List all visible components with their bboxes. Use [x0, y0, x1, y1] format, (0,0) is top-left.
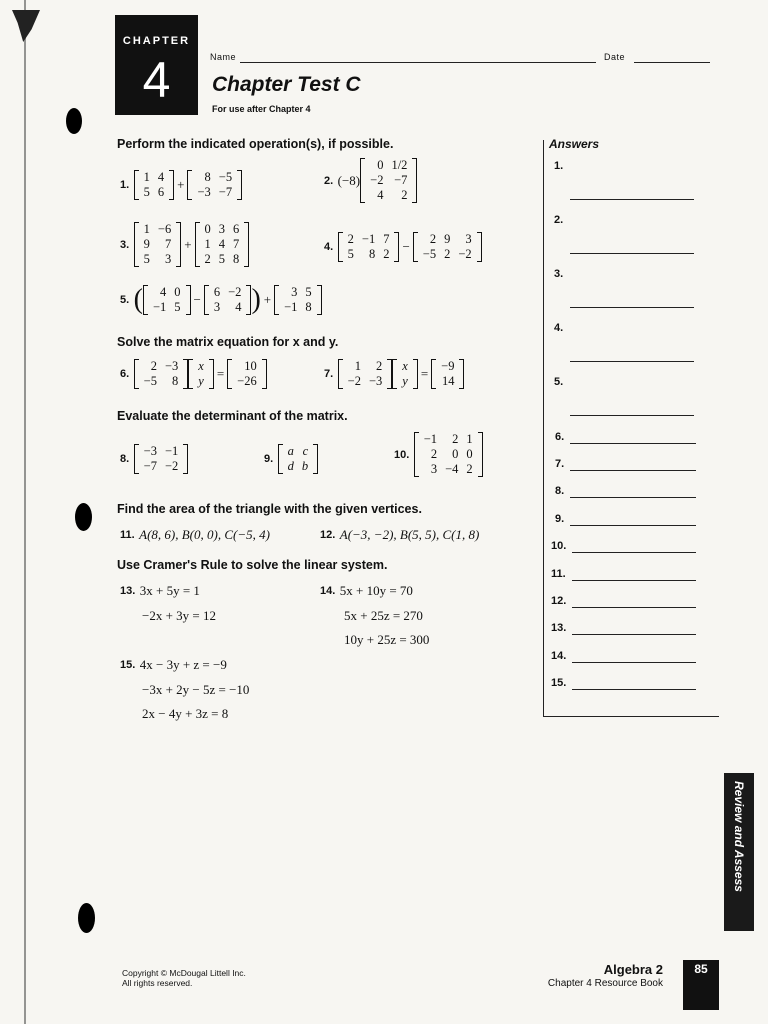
matrix-cell: 6: [213, 285, 221, 299]
rights-text: All rights reserved.: [122, 978, 193, 988]
matrix-cell: y: [402, 374, 408, 388]
matrix-cell: −7: [143, 459, 157, 473]
matrix-cell: a: [287, 444, 294, 458]
matrix-cell: −2: [228, 285, 242, 299]
answer-label-15: 15.: [551, 677, 567, 689]
matrix-result: [431, 359, 464, 389]
problem-number: 12.: [320, 529, 336, 541]
section-heading-matrix-equation: Solve the matrix equation for x and y.: [117, 335, 339, 349]
answer-line-12[interactable]: [572, 607, 696, 608]
matrix-cell: −7: [218, 185, 233, 199]
matrix-cell: 1/2: [391, 158, 408, 172]
equation: −3x + 2y − 5z = −10: [142, 682, 250, 697]
answer-label-2: 2.: [554, 214, 564, 226]
problem-10: [394, 432, 483, 477]
matrix-cell: −2: [164, 459, 179, 473]
problem-13: [120, 582, 216, 624]
page-number: 85: [694, 962, 708, 976]
name-field[interactable]: [240, 62, 596, 63]
answer-line-14[interactable]: [572, 662, 696, 663]
problem-9: [264, 444, 318, 474]
equation: 3x + 5y = 1: [139, 583, 200, 598]
page-number-box: [683, 960, 719, 1010]
matrix-b: [195, 222, 250, 267]
answer-line-7[interactable]: [570, 470, 696, 471]
matrix-cell: 1: [354, 359, 361, 373]
matrix-cell: 14: [441, 374, 455, 388]
matrix-cell: 3: [291, 285, 298, 299]
problem-7: [324, 359, 464, 389]
problem-number: 5.: [120, 294, 130, 306]
matrix: [414, 432, 483, 477]
binder-clip: [12, 10, 40, 42]
matrix-cell: 5: [174, 300, 181, 314]
problem-2: [324, 158, 417, 203]
matrix-cell: 2: [452, 432, 459, 446]
problem-8: [120, 444, 188, 474]
matrix: [134, 444, 189, 474]
page-title: Chapter Test C: [212, 73, 361, 96]
operator: −: [193, 292, 201, 307]
matrix-cell: −1: [423, 432, 438, 446]
answer-label-9: 9.: [555, 513, 565, 525]
operator: +: [263, 292, 272, 307]
problem-5: [120, 284, 322, 316]
answer-line-9[interactable]: [570, 525, 696, 526]
matrix-cell: 6: [157, 185, 165, 199]
chapter-word: CHAPTER: [122, 35, 191, 47]
matrix-cell: x: [198, 359, 204, 373]
matrix-cell: 1: [143, 170, 150, 184]
matrix-cell: 1: [204, 237, 211, 251]
matrix-cell: 2: [383, 247, 390, 261]
matrix-cell: 0: [466, 447, 473, 461]
matrix-cell: 8: [233, 252, 240, 266]
section-heading-determinant: Evaluate the determinant of the matrix.: [117, 409, 348, 423]
operator: +: [177, 177, 185, 192]
problem-number: 1.: [120, 179, 130, 191]
review-assess-tab: [724, 773, 754, 931]
matrix-cell: 2: [429, 232, 437, 246]
answer-label-6: 6.: [555, 431, 565, 443]
matrix-cell: 5: [347, 247, 354, 261]
problem-1: [120, 170, 242, 200]
answer-line-11[interactable]: [572, 580, 696, 581]
matrix-cell: −1: [164, 444, 179, 458]
book-title: Algebra 2: [603, 962, 663, 977]
section-heading-triangle-area: Find the area of the triangle with the given vertices.: [117, 502, 422, 516]
matrix-cell: d: [287, 459, 294, 473]
copyright-text: Copyright © McDougal Littell Inc.: [122, 968, 246, 978]
matrix-cell: 8: [368, 247, 376, 261]
matrix-cell: −9: [441, 359, 455, 373]
answer-line-3[interactable]: [570, 307, 694, 308]
answer-label-4: 4.: [554, 322, 564, 334]
matrix-cell: 4: [235, 300, 242, 314]
punch-hole-top: [66, 108, 82, 134]
problem-number: 11.: [120, 529, 135, 541]
matrix-a: [134, 222, 182, 267]
problem-number: 13.: [120, 585, 136, 597]
answer-label-10: 10.: [551, 540, 567, 552]
matrix-cell: −2: [347, 374, 361, 388]
matrix-cell: 4: [377, 188, 384, 202]
equation: 5x + 25z = 270: [344, 608, 423, 623]
name-label: Name: [210, 52, 237, 62]
matrix-cell: 4: [218, 237, 226, 251]
matrix-cell: 9: [143, 237, 150, 251]
matrix-cell: 3: [430, 462, 438, 476]
matrix-cell: −3: [143, 444, 157, 458]
matrix-cell: −1: [361, 232, 376, 246]
matrix-cell: 2: [347, 232, 354, 246]
answer-line-2[interactable]: [570, 253, 694, 254]
matrix-cell: −2: [370, 173, 384, 187]
matrix-cell: 2: [150, 359, 157, 373]
problem-number: 9.: [264, 453, 274, 465]
matrix-a: [134, 359, 189, 389]
matrix-c: [274, 285, 322, 315]
matrix-cell: 7: [233, 237, 240, 251]
matrix-cell: 7: [383, 232, 390, 246]
problem-4: [324, 232, 482, 262]
problem-11: [120, 526, 270, 544]
section-heading-operations: Perform the indicated operation(s), if possible.: [117, 137, 394, 151]
matrix-a: [143, 285, 191, 315]
matrix-cell: 1: [143, 222, 150, 236]
matrix-cell: 2: [430, 447, 438, 461]
matrix-b: [204, 285, 252, 315]
matrix-cell: 2: [204, 252, 211, 266]
matrix-xy: [188, 359, 214, 389]
answer-line-6[interactable]: [570, 443, 696, 444]
resource-book: Chapter 4 Resource Book: [547, 978, 663, 989]
problem-number: 2.: [324, 174, 334, 187]
date-label: Date: [604, 52, 626, 62]
matrix-cell: −5: [218, 170, 233, 184]
date-field[interactable]: [634, 62, 710, 63]
equals: =: [216, 366, 225, 381]
matrix: [360, 158, 417, 203]
page-subtitle: For use after Chapter 4: [212, 104, 311, 114]
matrix-cell: c: [302, 444, 309, 458]
matrix-cell: 3: [164, 252, 172, 266]
answer-label-11: 11.: [551, 568, 566, 580]
matrix-xy: [392, 359, 418, 389]
equals: =: [420, 366, 429, 381]
answer-label-5: 5.: [554, 376, 564, 388]
answer-line-4[interactable]: [570, 361, 694, 362]
problem-number: 14.: [320, 585, 336, 597]
equation: 5x + 10y = 70: [339, 583, 413, 598]
matrix-cell: −3: [368, 374, 383, 388]
matrix-cell: 3: [218, 222, 226, 236]
vertices: A(8, 6), B(0, 0), C(−5, 4): [139, 527, 270, 542]
matrix-cell: 3: [213, 300, 221, 314]
answer-line-10[interactable]: [572, 552, 696, 553]
matrix-cell: 2: [466, 462, 473, 476]
answer-line-13[interactable]: [572, 634, 696, 635]
matrix-cell: 7: [164, 237, 172, 251]
section-heading-cramers-rule: Use Cramer's Rule to solve the linear system.: [117, 558, 388, 572]
matrix-cell: 3: [465, 232, 472, 246]
problem-number: 4.: [324, 241, 334, 253]
answers-heading: Answers: [549, 137, 600, 151]
vertices: A(−3, −2), B(5, 5), C(1, 8): [339, 527, 480, 542]
answer-line-8[interactable]: [570, 497, 696, 498]
matrix-cell: 10: [244, 359, 257, 373]
matrix-cell: 0: [174, 285, 181, 299]
matrix-cell: b: [301, 459, 309, 473]
problem-12: [320, 526, 479, 544]
matrix-cell: 0: [204, 222, 211, 236]
equation: 2x − 4y + 3z = 8: [142, 706, 229, 721]
matrix-cell: 8: [305, 300, 312, 314]
chapter-badge: [115, 15, 198, 115]
equation: 4x − 3y + z = −9: [139, 657, 227, 672]
answer-line-1[interactable]: [570, 199, 694, 200]
binder-edge: [24, 0, 26, 1024]
matrix-cell: −6: [157, 222, 172, 236]
punch-hole-bottom: [78, 903, 95, 933]
answer-label-13: 13.: [551, 622, 567, 634]
scalar: (−8): [337, 172, 361, 188]
answer-label-12: 12.: [551, 595, 567, 607]
matrix-a: [134, 170, 175, 200]
answer-label-8: 8.: [555, 485, 565, 497]
open-paren: (: [133, 284, 143, 315]
answer-line-15[interactable]: [572, 689, 696, 690]
answer-line-5[interactable]: [570, 415, 694, 416]
equation: 10y + 25z = 300: [344, 632, 430, 647]
matrix: [278, 444, 319, 474]
matrix-result: [227, 359, 267, 389]
matrix-cell: −3: [197, 185, 211, 199]
problem-15: [120, 656, 249, 722]
close-paren: ): [251, 284, 261, 315]
copyright-block: [122, 968, 246, 988]
matrix-b: [187, 170, 242, 200]
matrix-cell: 0: [377, 158, 384, 172]
matrix-cell: x: [402, 359, 408, 373]
matrix-cell: 5: [143, 185, 150, 199]
answers-column: [543, 140, 719, 717]
matrix-cell: 4: [157, 170, 165, 184]
matrix-a: [338, 359, 393, 389]
review-assess-label: Review and Assess: [732, 781, 746, 892]
problem-number: 15.: [120, 659, 136, 671]
matrix-cell: 5: [143, 252, 150, 266]
equation: −2x + 3y = 12: [142, 608, 216, 623]
matrix-cell: 2: [444, 247, 451, 261]
matrix-cell: −1: [152, 300, 167, 314]
problem-14: [320, 582, 429, 648]
matrix-cell: 5: [305, 285, 312, 299]
matrix-cell: −4: [445, 462, 459, 476]
problem-6: [120, 359, 267, 389]
problem-3: [120, 222, 249, 267]
matrix-cell: 6: [233, 222, 240, 236]
matrix-cell: −26: [237, 374, 257, 388]
matrix-cell: 2: [376, 359, 383, 373]
answer-label-1: 1.: [554, 160, 564, 172]
matrix-cell: 4: [160, 285, 167, 299]
matrix-cell: −7: [394, 173, 408, 187]
problem-number: 7.: [324, 368, 334, 380]
matrix-cell: 2: [401, 188, 408, 202]
matrix-cell: 8: [172, 374, 179, 388]
matrix-cell: −1: [284, 300, 298, 314]
answer-label-3: 3.: [554, 268, 564, 280]
matrix-cell: −3: [164, 359, 179, 373]
problem-number: 8.: [120, 453, 130, 465]
answer-label-14: 14.: [551, 650, 567, 662]
matrix-a: [338, 232, 400, 262]
matrix-cell: −2: [458, 247, 472, 261]
matrix-b: [413, 232, 482, 262]
matrix-cell: 5: [218, 252, 226, 266]
matrix-cell: 1: [466, 432, 473, 446]
matrix-cell: y: [198, 374, 204, 388]
operator: −: [402, 239, 410, 254]
problem-number: 3.: [120, 238, 130, 251]
punch-hole-middle: [75, 503, 92, 531]
matrix-cell: −5: [422, 247, 437, 261]
chapter-number: 4: [142, 52, 171, 108]
operator: +: [184, 236, 192, 252]
matrix-cell: 8: [204, 170, 211, 184]
matrix-cell: 9: [444, 232, 451, 246]
matrix-cell: −5: [143, 374, 157, 388]
matrix-cell: 0: [452, 447, 459, 461]
problem-number: 10.: [394, 448, 410, 461]
answer-label-7: 7.: [555, 458, 565, 470]
problem-number: 6.: [120, 368, 130, 380]
